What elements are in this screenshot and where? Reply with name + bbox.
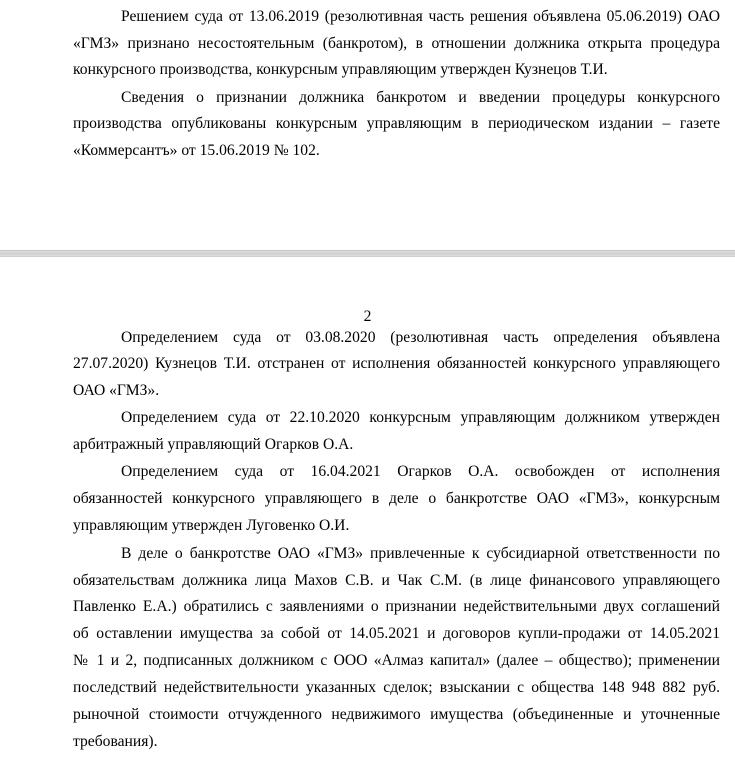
text-line: последствий недействительности указанных сделок; взыскании с общества 148 948 882 руб. bbox=[73, 679, 720, 696]
text-line: «ГМЗ» признано несостоятельным (банкротом), в отношении должника открыта процедура bbox=[73, 35, 720, 52]
text-line: управляющим утвержден Луговенко О.И. bbox=[73, 517, 350, 534]
text-line: конкурсного производства, конкурсным управляющим утвержден Кузнецов Т.И. bbox=[73, 61, 608, 78]
text-line: производства опубликованы конкурсным управляющим в периодическом издании – газете bbox=[73, 115, 720, 132]
text-line: об оставлении имущества за собой от 14.05.2021 и договоров купли-продажи от 14.05.2021 bbox=[73, 625, 720, 642]
text-line: Определением суда от 16.04.2021 Огарков О.А. освобожден от исполнения bbox=[121, 463, 720, 480]
text-line: ОАО «ГМЗ». bbox=[73, 382, 160, 399]
page-separator bbox=[0, 250, 735, 257]
text-line: обязанностей конкурсного управляющего в деле о банкротстве ОАО «ГМЗ», конкурсным bbox=[73, 490, 720, 507]
text-line: Павленко Е.А.) обратились с заявлениями о признании недействительными двух соглашений bbox=[73, 598, 720, 615]
text-line: рыночной стоимости отчужденного недвижимого имущества (объединенные и уточненные bbox=[73, 706, 720, 723]
text-line: обязательствам должника лица Махов С.В. и Чак С.М. (в лице финансового управляющего bbox=[73, 572, 720, 589]
text-line: Сведения о признании должника банкротом и введении процедуры конкурсного bbox=[121, 89, 720, 106]
text-line: В деле о банкротстве ОАО «ГМЗ» привлеченные к субсидиарной ответственности по bbox=[121, 545, 720, 562]
text-line: Определением суда от 22.10.2020 конкурсным управляющим должником утвержден bbox=[121, 409, 720, 426]
text-line: арбитражный управляющий Огарков О.А. bbox=[73, 436, 354, 453]
page-number: 2 bbox=[363, 308, 372, 325]
text-line: Определением суда от 03.08.2020 (резолютивная часть определения объявлена bbox=[121, 329, 720, 346]
text-line: № 1 и 2, подписанных должником с ООО «Алмаз капитал» (далее – общество); применении bbox=[73, 652, 720, 669]
text-line: «Коммерсантъ» от 15.06.2019 № 102. bbox=[73, 142, 320, 159]
text-line: Решением суда от 13.06.2019 (резолютивная часть решения объявлена 05.06.2019) ОАО bbox=[121, 8, 720, 25]
document-page-1 bbox=[0, 0, 735, 250]
document-page-2 bbox=[0, 257, 735, 765]
text-line: 27.07.2020) Кузнецов Т.И. отстранен от исполнения обязанностей конкурсного управляющего bbox=[73, 355, 720, 372]
text-line: требования). bbox=[73, 733, 158, 750]
